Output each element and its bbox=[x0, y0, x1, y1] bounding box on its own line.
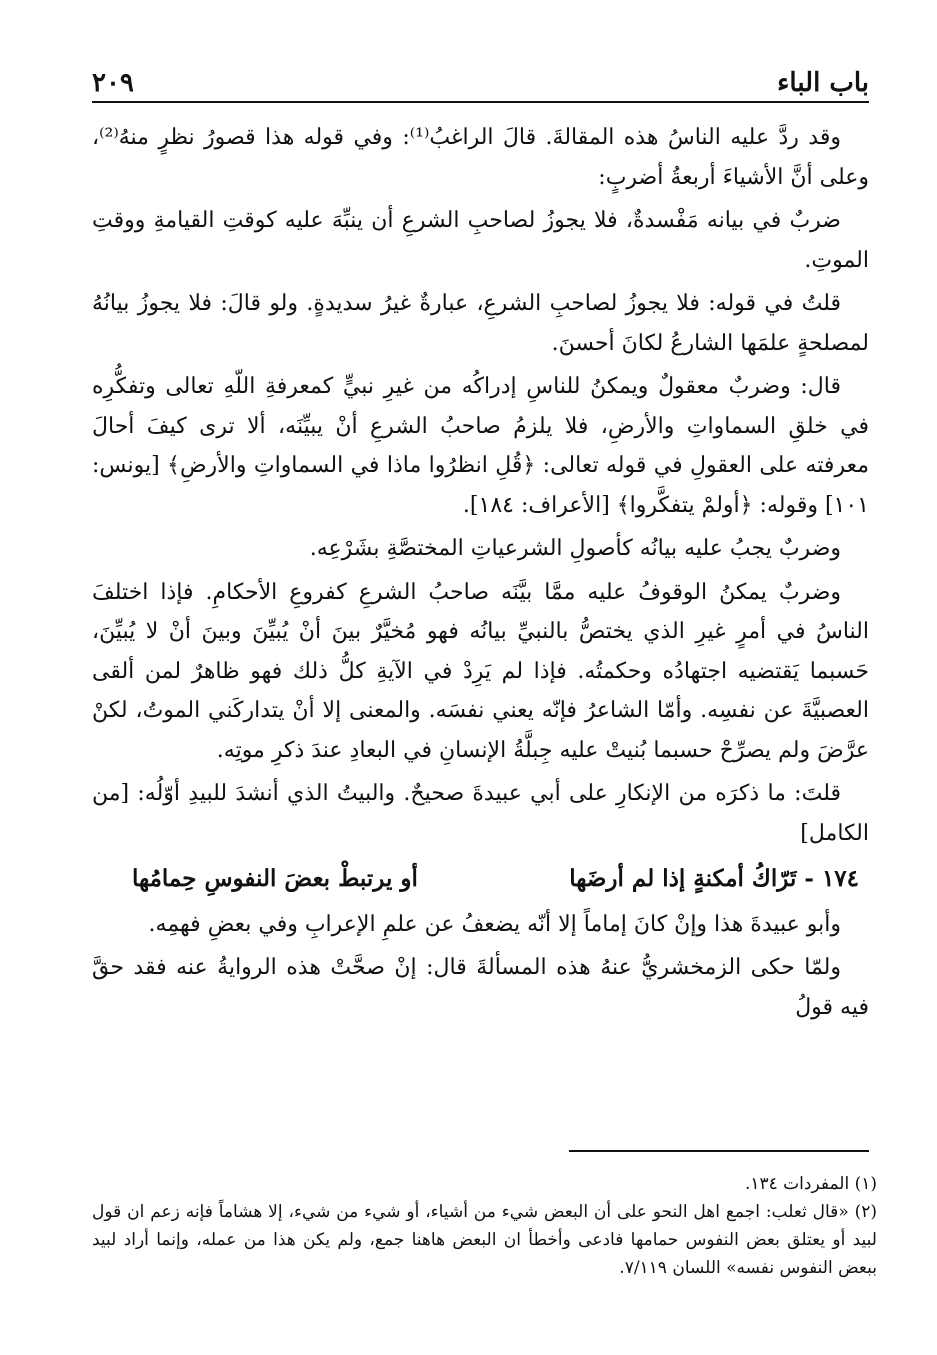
paragraph: ضربٌ في بيانه مَفْسدةٌ، فلا يجوزُ لصاحبِ الشرعِ أن ينبِّهَ عليه كوقتِ القيامةِ ووقتِ الموتِ. bbox=[92, 208, 869, 273]
verse-first-text: تَرّاكُ أمكنةٍ إذا لم أرضَها bbox=[569, 865, 797, 892]
paragraph: ولمّا حكى الزمخشريُّ عنهُ هذه المسألةَ قال: إنْ صحَّتْ هذه الروايةُ عنه فقد حقَّ فيه قولُ bbox=[92, 955, 869, 1020]
paragraph: وأبو عبيدةَ هذا وإنْ كانَ إماماً إلا أنّه يضعفُ عن علمِ الإعرابِ وفي بعضِ فهمِه. bbox=[148, 911, 841, 937]
verse-second-hemistich: أو يرتبطْ بعضَ النفوسِ حِمامُها bbox=[132, 865, 418, 892]
footnote-separator bbox=[569, 1150, 869, 1152]
page-number: ٢٠٩ bbox=[92, 68, 134, 98]
poetry-verse bbox=[132, 859, 859, 899]
verse-first-hemistich: ١٧٤ - تَرّاكُ أمكنةٍ إذا لم أرضَها bbox=[569, 865, 859, 892]
paragraph: قلتَ: ما ذكرَه من الإنكارِ على أبي عبيدةَ صحيحٌ. والبيتُ الذي أنشدَ للبيدِ أوّلُه: [من الكامل] bbox=[92, 781, 869, 846]
footnotes bbox=[92, 1170, 877, 1282]
paragraph: قال: وضربٌ معقولٌ ويمكنُ للناسِ إدراكُه من غيرِ نبيٍّ كمعرفةِ اللّهِ تعالى وتفكُّرِه في خلقِ السماواتِ والأرضِ، فلا يلزمُ صاحبُ الشرعِ أنْ يبيِّنَه، ألا ترى كيفَ أحالَ معرفته على العقولِ في قوله تعالى: ﴿قُلِ انظرُوا ماذا في السماواتِ والأرضِ﴾ [يونس: ١٠١] وقوله: ﴿أولمْ يتفكَّروا﴾ [الأعراف: ١٨٤]. bbox=[92, 374, 869, 518]
header-rule bbox=[92, 101, 869, 103]
paragraph: قلتُ في قوله: فلا يجوزُ لصاحبِ الشرعِ، عبارةٌ غيرُ سديدةٍ. ولو قالَ: فلا يجوزُ بيانُهُ لمصلحةٍ علمَها الشارعُ لكانَ أحسنَ. bbox=[92, 291, 869, 356]
paragraph: وضربٌ يجبُ عليه بيانُه كأصولِ الشرعياتِ المختصَّةِ بشَرْعِه. bbox=[309, 536, 841, 561]
footnote: (١) المفردات ١٣٤. bbox=[744, 1174, 877, 1194]
page-header bbox=[92, 62, 869, 98]
chapter-title: باب الباء bbox=[777, 68, 869, 98]
verse-number: ١٧٤ bbox=[821, 865, 859, 892]
paragraph: وقد ردَّ عليه الناسُ هذه المقالةَ. قالَ الراغبُ⁽¹⁾: وفي قوله هذا قصورُ نظرٍ منهُ⁽²⁾، وعلى أنَّ الأشياءَ أربعةُ أضربٍ: bbox=[92, 125, 869, 190]
main-text bbox=[92, 118, 869, 1031]
paragraph: وضربٌ يمكنُ الوقوفُ عليه ممَّا بيَّنَه صاحبُ الشرعِ كفروعِ الأحكامِ. فإذا اختلفَ الناسُ في أمرٍ غيرِ الذي يختصُّ بالنبيِّ بيانُه فهو مُخيَّرٌ بينَ أنْ يُبيِّنَ وبينَ أنْ لا يُبيِّنَ، حَسبما يَقتضيه اجتهادُه وحكمتُه. فإذا لم يَرِدْ في الآيةِ كلُّ ذلك فهو ظاهرٌ لمن ألقى العصبيَّةَ عن نفسِه. وأمّا الشاعرُ فإنّه يعني نفسَه. والمعنى إلا أنْ يتداركَني الموتُ، لكنْ عرَّضَ ولم يصرِّحْ حسبما بُنيتْ عليه جِبلَّةُ الإنسانِ في البعادِ عندَ ذكرِ موتِه. bbox=[92, 579, 869, 763]
footnote: (٢) «قال ثعلب: اجمع اهل النحو على أن البعض شيء من أشياء، أو شيء من شيء، إلا هشاماً فإنه زعم ان قول لبيد أو يعتلق بعض النفوس حمامها فادعى وأخطأ ان البعض هاهنا جمع، ولم يكن هذا من عمله، وإنما أراد لبيد ببعض النفوس نفسه» اللسان ٧/١١٩. bbox=[92, 1202, 877, 1278]
